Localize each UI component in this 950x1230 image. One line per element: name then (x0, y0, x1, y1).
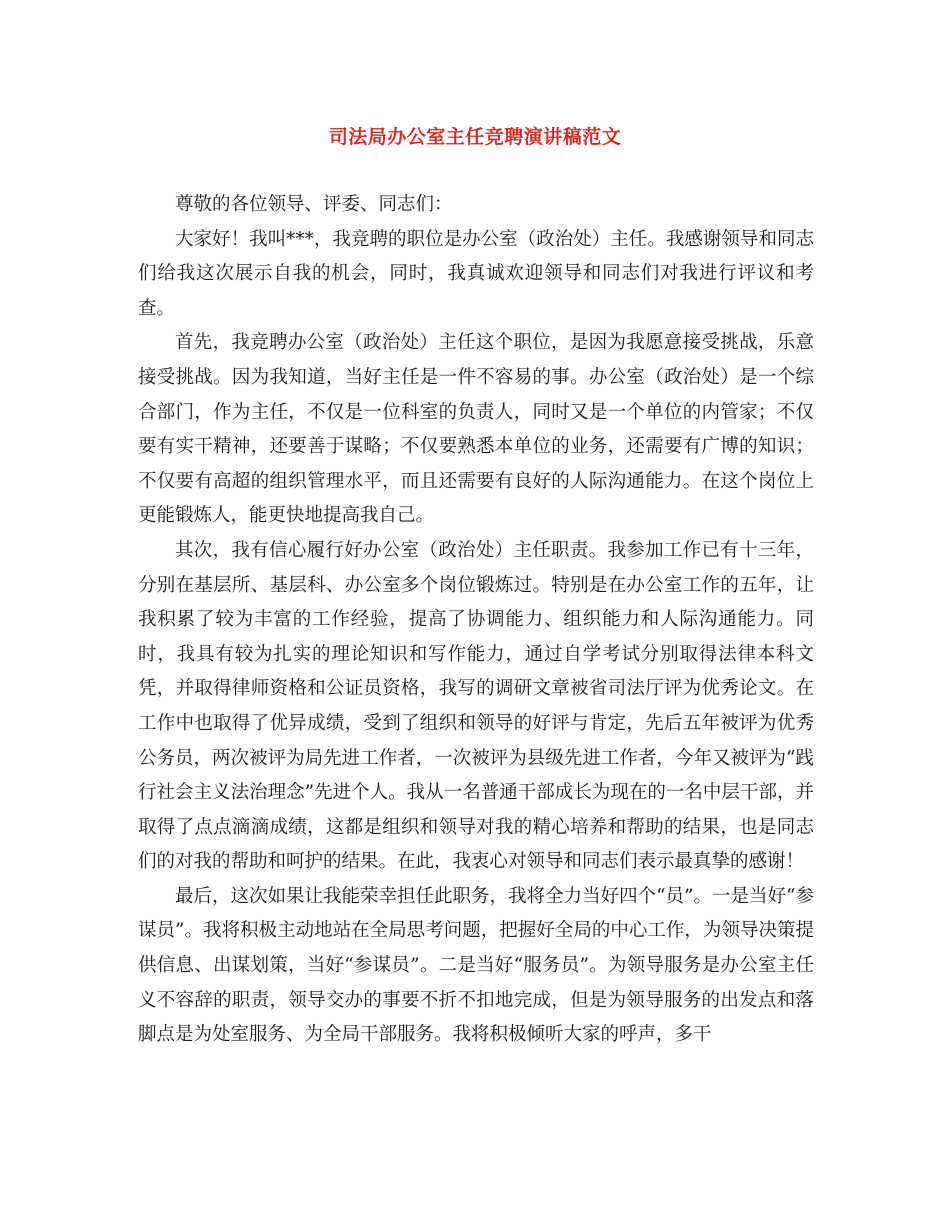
document-title: 司法局办公室主任竞聘演讲稿范文 (328, 126, 622, 148)
paragraph-salutation: 尊敬的各位领导、评委、同志们： (175, 194, 453, 215)
document-body (138, 188, 814, 1053)
paragraph-greeting: 大家好！我叫***，我竞聘的职位是办公室（政治处）主任。我感谢领导和同志们给我这次展示自我的机会，同时，我真诚欢迎领导和同志们对我进行评议和考查。 (138, 228, 814, 319)
paragraph-last: 最后，这次如果让我能荣幸担任此职务，我将全力当好四个“员”。一是当好“参谋员”。我将积极主动地站在全局思考问题，把握好全局的中心工作，为领导决策提供信息、出谋划策，当好“参谋员”。二是当好“服务员”。为领导服务是办公室主任义不容辞的职责，领导交办的事要不折不扣地完成，但是为领导服务的出发点和落脚点是为处室服务、为全局干部服务。我将积极倾听大家的呼声，多干 (138, 885, 814, 1046)
paragraph-first: 首先，我竞聘办公室（政治处）主任这个职位，是因为我愿意接受挑战，乐意接受挑战。因为我知道，当好主任是一件不容易的事。办公室（政治处）是一个综合部门，作为主任，不仅是一位科室的负责人，同时又是一个单位的内管家；不仅要有实干精神，还要善于谋略；不仅要熟悉本单位的业务，还需要有广博的知识；不仅要有高超的组织管理水平，而且还需要有良好的人际沟通能力。在这个岗位上更能锻炼人，能更快地提高我自己。 (138, 332, 814, 527)
paragraph-second: 其次，我有信心履行好办公室（政治处）主任职责。我参加工作已有十三年，分别在基层所、基层科、办公室多个岗位锻炼过。特别是在办公室工作的五年，让我积累了较为丰富的工作经验，提高了协调能力、组织能力和人际沟通能力。同时，我具有较为扎实的理论知识和写作能力，通过自学考试分别取得法律本科文凭，并取得律师资格和公证员资格，我写的调研文章被省司法厅评为优秀论文。在工作中也取得了优异成绩，受到了组织和领导的好评与肯定，先后五年被评为优秀公务员，两次被评为局先进工作者，一次被评为县级先进工作者，今年又被评为“践行社会主义法治理念”先进个人。我从一名普通干部成长为现在的一名中层干部，并取得了点点滴滴成绩，这都是组织和领导对我的精心培养和帮助的结果，也是同志们的对我的帮助和呵护的结果。在此，我衷心对领导和同志们表示最真挚的感谢！ (138, 539, 814, 873)
